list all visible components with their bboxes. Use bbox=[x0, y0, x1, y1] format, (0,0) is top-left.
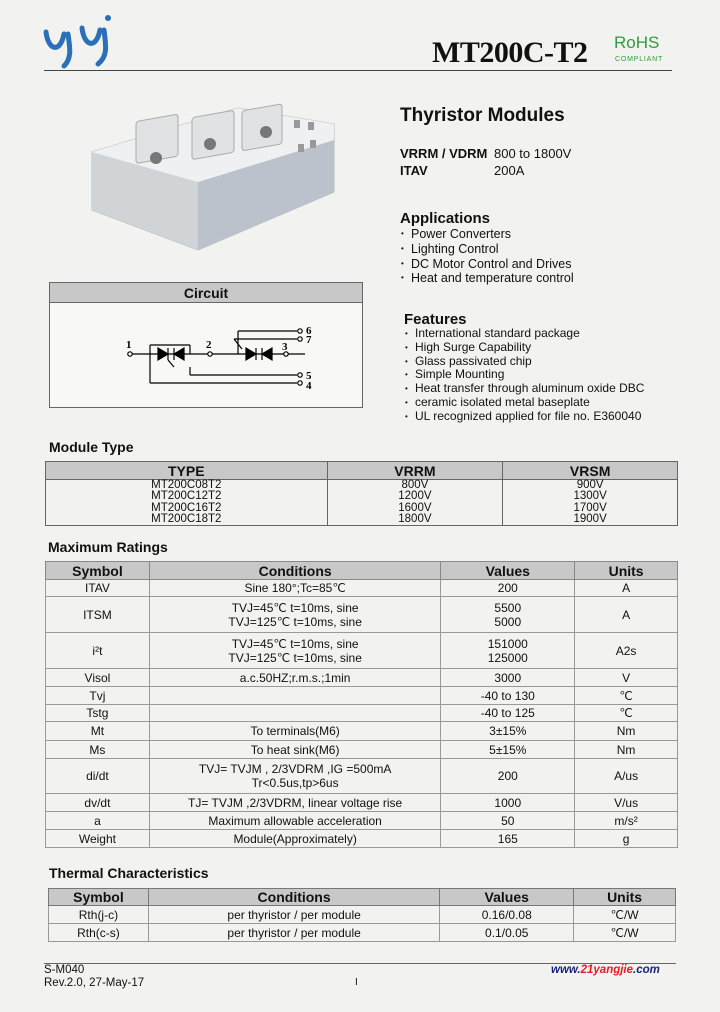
cell-line: To heat sink(M6) bbox=[250, 742, 340, 757]
table-cell: Nm bbox=[575, 722, 678, 741]
max-ratings-title: Maximum Ratings bbox=[48, 539, 168, 555]
table-cell: A/us bbox=[575, 759, 678, 794]
revision: Rev.2.0, 27-May-17 bbox=[44, 977, 145, 989]
spec-vrrm-value: 800 to 1800V bbox=[494, 146, 572, 161]
list-item: • ceramic isolated metal baseplate bbox=[404, 396, 644, 410]
table-cell: dv/dt bbox=[46, 794, 150, 812]
table-cell: 1200V bbox=[327, 491, 503, 503]
max-ratings-table bbox=[45, 561, 678, 848]
url-part: www. bbox=[551, 964, 581, 976]
list-item: • Heat and temperature control bbox=[400, 271, 574, 286]
table-cell bbox=[149, 597, 441, 633]
cell-line: 125000 bbox=[487, 650, 528, 665]
doc-id: S-M040 bbox=[44, 964, 85, 976]
table-cell: 900V bbox=[503, 480, 678, 492]
thermal-table bbox=[48, 888, 676, 942]
table-cell: A bbox=[575, 597, 678, 633]
table-cell: per thyristor / per module bbox=[148, 906, 439, 924]
spec-itav-label: ITAV bbox=[400, 163, 428, 178]
cell-line: Maximum allowable acceleration bbox=[208, 813, 382, 828]
pin-label: 3 bbox=[282, 341, 288, 353]
table-cell: A2s bbox=[575, 633, 678, 669]
table-cell: A bbox=[575, 580, 678, 597]
pin-label: 4 bbox=[306, 380, 312, 392]
applications-list bbox=[400, 227, 574, 286]
cell-line: Tr<0.5us,tp>6us bbox=[251, 776, 339, 790]
cell-line: TVJ=125℃ t=10ms, sine bbox=[228, 650, 362, 665]
website-link[interactable] bbox=[551, 964, 660, 976]
circuit-box bbox=[49, 282, 363, 408]
cell-line: TJ= TVJM ,2/3VDRM, linear voltage rise bbox=[188, 795, 403, 810]
pin-label: 6 bbox=[306, 325, 312, 337]
list-item: • UL recognized applied for file no. E360040 bbox=[404, 410, 644, 424]
table-cell: ℃ bbox=[575, 705, 678, 722]
table-row bbox=[46, 812, 678, 830]
table-cell bbox=[149, 794, 441, 812]
table-cell: 1900V bbox=[503, 514, 678, 526]
url-part: .com bbox=[633, 964, 660, 976]
list-item: • Simple Mounting bbox=[404, 368, 644, 382]
table-row bbox=[46, 633, 678, 669]
cell-line: TVJ=125℃ t=10ms, sine bbox=[228, 614, 362, 629]
table-cell bbox=[441, 722, 575, 741]
table-header: TYPE bbox=[46, 462, 328, 480]
list-item: • International standard package bbox=[404, 327, 644, 341]
table-cell bbox=[149, 759, 441, 794]
cell-line: 200 bbox=[497, 581, 518, 595]
product-title: Thyristor Modules bbox=[400, 105, 565, 126]
table-cell: 1800V bbox=[327, 514, 503, 526]
module-photo bbox=[88, 100, 338, 252]
table-cell bbox=[441, 812, 575, 830]
table-cell: Ms bbox=[46, 741, 150, 759]
table-cell: ℃ bbox=[575, 687, 678, 705]
table-row bbox=[46, 514, 678, 526]
table-header: Values bbox=[441, 562, 575, 580]
cell-line: a.c.50HZ;r.m.s.;1min bbox=[239, 670, 351, 685]
table-header: Symbol bbox=[46, 562, 150, 580]
table-cell bbox=[149, 722, 441, 741]
table-cell bbox=[441, 597, 575, 633]
table-cell bbox=[441, 759, 575, 794]
table-row bbox=[46, 669, 678, 687]
table-cell: m/s² bbox=[575, 812, 678, 830]
table-cell bbox=[441, 741, 575, 759]
table-cell bbox=[441, 830, 575, 848]
table-cell bbox=[441, 633, 575, 669]
table-cell bbox=[149, 669, 441, 687]
table-cell bbox=[441, 580, 575, 597]
cell-line: To terminals(M6) bbox=[250, 724, 340, 738]
cell-line: 151000 bbox=[487, 636, 528, 651]
table-row bbox=[46, 597, 678, 633]
url-part: 21yangjie bbox=[580, 964, 634, 976]
table-row bbox=[46, 759, 678, 794]
cell-line: 165 bbox=[497, 831, 518, 846]
table-row bbox=[46, 580, 678, 597]
table-cell bbox=[149, 705, 441, 722]
table-cell: 1700V bbox=[503, 503, 678, 515]
table-cell: 1300V bbox=[503, 491, 678, 503]
table-cell: Mt bbox=[46, 722, 150, 741]
pin-label: 2 bbox=[206, 339, 212, 351]
module-type-table bbox=[45, 461, 678, 526]
table-cell bbox=[149, 687, 441, 705]
rohs-label: RoHS bbox=[614, 33, 660, 52]
company-logo bbox=[38, 12, 118, 72]
table-cell: Rth(j-c) bbox=[49, 906, 149, 924]
table-cell: a bbox=[46, 812, 150, 830]
table-row bbox=[46, 722, 678, 741]
cell-line: 3000 bbox=[494, 670, 522, 685]
list-item: • High Surge Capability bbox=[404, 341, 644, 355]
table-header: Symbol bbox=[49, 889, 149, 906]
cell-line: -40 to 130 bbox=[480, 688, 535, 703]
pin-label: 1 bbox=[126, 339, 132, 351]
table-cell bbox=[441, 669, 575, 687]
table-cell: MT200C08T2 bbox=[46, 480, 328, 492]
list-item: • Heat transfer through aluminum oxide DBC bbox=[404, 382, 644, 396]
table-cell: Nm bbox=[575, 741, 678, 759]
table-header: VRSM bbox=[503, 462, 678, 480]
table-cell: ITSM bbox=[46, 597, 150, 633]
page-number: I bbox=[355, 977, 358, 988]
circuit-diagram bbox=[50, 303, 364, 409]
table-cell: i²t bbox=[46, 633, 150, 669]
table-cell bbox=[149, 633, 441, 669]
features-title: Features bbox=[404, 311, 467, 328]
table-cell bbox=[441, 705, 575, 722]
table-row bbox=[46, 705, 678, 722]
table-cell: Weight bbox=[46, 830, 150, 848]
table-row bbox=[49, 906, 676, 924]
table-cell: Tstg bbox=[46, 705, 150, 722]
table-cell: 0.16/0.08 bbox=[440, 906, 574, 924]
module-type-title: Module Type bbox=[49, 439, 134, 455]
list-item: • Glass passivated chip bbox=[404, 355, 644, 369]
table-cell bbox=[441, 794, 575, 812]
circuit-title: Circuit bbox=[50, 283, 362, 303]
cell-line: -40 to 125 bbox=[480, 706, 535, 720]
part-number-title: MT200C-T2 bbox=[432, 36, 588, 69]
table-row bbox=[46, 687, 678, 705]
list-item: • Power Converters bbox=[400, 227, 574, 242]
cell-line: 200 bbox=[497, 769, 518, 783]
table-cell bbox=[149, 741, 441, 759]
compliant-label: COMPLIANT bbox=[615, 56, 664, 63]
table-cell bbox=[149, 830, 441, 848]
table-row bbox=[46, 830, 678, 848]
table-cell: V bbox=[575, 669, 678, 687]
table-cell: Visol bbox=[46, 669, 150, 687]
table-header: VRRM bbox=[327, 462, 503, 480]
table-row bbox=[46, 794, 678, 812]
cell-line: Module(Approximately) bbox=[233, 831, 357, 846]
table-header: Units bbox=[575, 562, 678, 580]
thermal-title: Thermal Characteristics bbox=[49, 865, 209, 881]
list-item: • Lighting Control bbox=[400, 242, 574, 257]
table-cell: MT200C18T2 bbox=[46, 514, 328, 526]
table-cell: V/us bbox=[575, 794, 678, 812]
table-row bbox=[46, 741, 678, 759]
table-row bbox=[46, 491, 678, 503]
table-cell: MT200C16T2 bbox=[46, 503, 328, 515]
table-cell: 0.1/0.05 bbox=[440, 924, 574, 942]
cell-line: 5±15% bbox=[489, 742, 527, 757]
cell-line: TVJ= TVJM , 2/3VDRM ,IG =500mA bbox=[198, 762, 392, 776]
table-cell: g bbox=[575, 830, 678, 848]
cell-line: TVJ=45℃ t=10ms, sine bbox=[231, 600, 359, 615]
applications-title: Applications bbox=[400, 210, 491, 227]
list-item: • DC Motor Control and Drives bbox=[400, 257, 574, 272]
spec-vrrm-label: VRRM / VDRM bbox=[400, 146, 488, 161]
cell-line: 3±15% bbox=[489, 724, 527, 738]
header-divider bbox=[44, 70, 672, 71]
table-cell: ℃/W bbox=[574, 906, 676, 924]
cell-line: 50 bbox=[501, 813, 515, 828]
cell-line: 1000 bbox=[494, 795, 522, 810]
table-cell: Rth(c-s) bbox=[49, 924, 149, 942]
cell-line: Sine 180°;Tc=85℃ bbox=[244, 581, 346, 595]
pin-label: 7 bbox=[306, 334, 312, 346]
table-cell bbox=[149, 580, 441, 597]
features-list bbox=[404, 327, 644, 424]
table-header: Conditions bbox=[148, 889, 439, 906]
table-cell: di/dt bbox=[46, 759, 150, 794]
table-cell: per thyristor / per module bbox=[148, 924, 439, 942]
table-cell: ℃/W bbox=[574, 924, 676, 942]
cell-line: 5500 bbox=[494, 600, 522, 615]
table-header: Conditions bbox=[149, 562, 441, 580]
table-header: Values bbox=[440, 889, 574, 906]
cell-line: TVJ=45℃ t=10ms, sine bbox=[231, 636, 359, 651]
table-cell: Tvj bbox=[46, 687, 150, 705]
table-cell: ITAV bbox=[46, 580, 150, 597]
table-cell bbox=[441, 687, 575, 705]
table-cell: MT200C12T2 bbox=[46, 491, 328, 503]
table-header: Units bbox=[574, 889, 676, 906]
pin-label: 5 bbox=[306, 370, 312, 382]
cell-line: 5000 bbox=[494, 614, 522, 629]
table-cell: 1600V bbox=[327, 503, 503, 515]
table-cell: 800V bbox=[327, 480, 503, 492]
table-row bbox=[49, 924, 676, 942]
spec-itav-value: 200A bbox=[494, 163, 525, 178]
table-cell bbox=[149, 812, 441, 830]
